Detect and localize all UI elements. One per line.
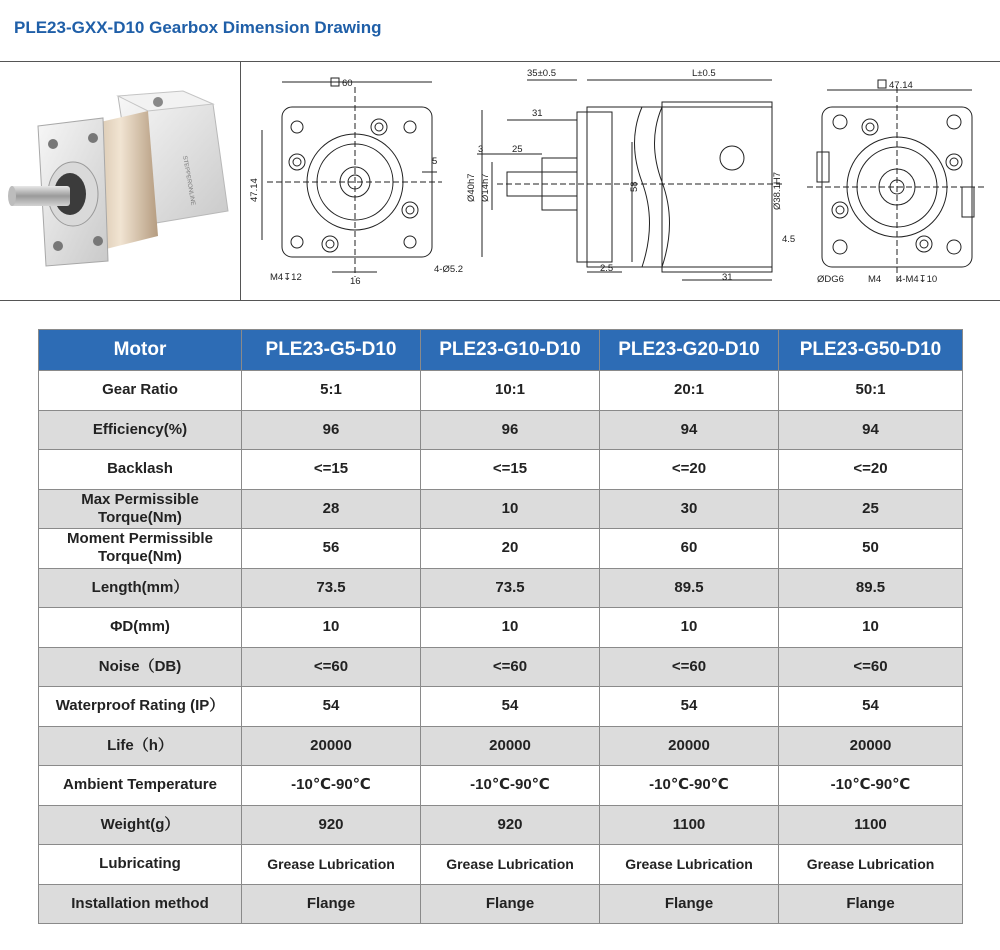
cell-value: 28	[242, 489, 421, 529]
row-label: Weight(g）	[39, 805, 242, 845]
table-row	[39, 568, 963, 608]
table-row	[39, 884, 963, 924]
table-row	[39, 805, 963, 845]
cell-value: 50:1	[779, 371, 963, 411]
cell-value: 94	[779, 410, 963, 450]
cell-value: <=60	[421, 647, 600, 687]
cell-value: Grease Lubrication	[600, 845, 779, 885]
front-tap-label: M4↧12	[270, 272, 302, 283]
side-dim-25: 25	[512, 144, 523, 155]
side-view	[477, 80, 782, 280]
rear-view	[807, 87, 987, 282]
cell-value: 10:1	[421, 371, 600, 411]
cell-value: 1100	[779, 805, 963, 845]
cell-value: 54	[779, 687, 963, 727]
front-holes-label: 4-Ø5.2	[434, 264, 464, 275]
cell-value: 50	[779, 529, 963, 569]
figure-divider	[240, 61, 241, 301]
row-label: Efficiency(%)	[39, 410, 242, 450]
row-label: Ambient Temperature	[39, 766, 242, 806]
cell-value: Grease Lubrication	[242, 845, 421, 885]
cell-value: -10℃-90℃	[242, 766, 421, 806]
rear-dg-label: ØDG6	[817, 274, 844, 285]
row-label: Max Permissible Torque(Nm)	[39, 489, 242, 529]
side-dim-2-5: 2.5	[600, 263, 614, 274]
table-row	[39, 371, 963, 411]
table-row	[39, 647, 963, 687]
cell-value: -10℃-90℃	[779, 766, 963, 806]
page-title: PLE23-GXX-D10 Gearbox Dimension Drawing	[14, 18, 382, 37]
table-row	[39, 845, 963, 885]
front-view	[262, 82, 442, 277]
header-model: PLE23-G50-D10	[779, 330, 963, 371]
cell-value: <=60	[242, 647, 421, 687]
cell-value: 920	[421, 805, 600, 845]
cell-value: 10	[779, 608, 963, 648]
cell-value: 20000	[779, 726, 963, 766]
cell-value: Grease Lubrication	[421, 845, 600, 885]
row-label: Length(mm）	[39, 568, 242, 608]
cell-value: 96	[242, 410, 421, 450]
cell-value: Flange	[242, 884, 421, 924]
row-label: Gear Ratio	[39, 371, 242, 411]
cell-value: 920	[242, 805, 421, 845]
side-dim-31: 31	[532, 108, 543, 119]
cell-value: <=15	[421, 450, 600, 490]
photo-label: STEPPERONLINE	[181, 155, 196, 206]
cell-value: 25	[779, 489, 963, 529]
cell-value: 1100	[600, 805, 779, 845]
gearbox-photo	[8, 86, 233, 276]
rear-holes-label: 4-M4↧10	[897, 274, 938, 285]
row-label: Lubricating	[39, 845, 242, 885]
cell-value: -10℃-90℃	[421, 766, 600, 806]
header-motor: Motor	[39, 330, 242, 371]
side-dim-3: 3	[478, 144, 484, 155]
cell-value: 20000	[242, 726, 421, 766]
cell-value: Grease Lubrication	[779, 845, 963, 885]
row-label: Moment Permissible Torque(Nm)	[39, 529, 242, 569]
front-dim-5: 5	[432, 156, 438, 167]
side-shaft-d2: Ø14h7	[480, 173, 491, 202]
cell-value: 30	[600, 489, 779, 529]
cell-value: 10	[600, 608, 779, 648]
cell-value: 56	[242, 529, 421, 569]
cell-value: <=60	[600, 647, 779, 687]
table-header-row	[39, 330, 963, 371]
cell-value: 54	[600, 687, 779, 727]
cell-value: <=15	[242, 450, 421, 490]
cell-value: 60	[600, 529, 779, 569]
side-top-dim-b: L±0.5	[692, 68, 716, 79]
side-dim-31-bottom: 31	[722, 272, 733, 283]
cell-value: <=60	[779, 647, 963, 687]
side-top-dim-a: 35±0.5	[527, 68, 556, 79]
header-model: PLE23-G10-D10	[421, 330, 600, 371]
cell-value: 73.5	[421, 568, 600, 608]
rear-square-label: 47.14	[889, 80, 913, 91]
table-row	[39, 687, 963, 727]
table-row	[39, 410, 963, 450]
header-model: PLE23-G5-D10	[242, 330, 421, 371]
cell-value: 20000	[600, 726, 779, 766]
row-label: Backlash	[39, 450, 242, 490]
table-row	[39, 726, 963, 766]
table-row	[39, 489, 963, 529]
cell-value: Flange	[421, 884, 600, 924]
row-label: Life（h）	[39, 726, 242, 766]
side-body-h: 58	[629, 181, 640, 192]
rear-m4-label: M4	[868, 274, 882, 285]
cell-value: 54	[242, 687, 421, 727]
front-square-label: 60	[342, 78, 353, 89]
cell-value: 20000	[421, 726, 600, 766]
cell-value: <=20	[600, 450, 779, 490]
row-label: Noise（DB)	[39, 647, 242, 687]
row-label: ΦD(mm)	[39, 608, 242, 648]
header-model: PLE23-G20-D10	[600, 330, 779, 371]
cell-value: 5:1	[242, 371, 421, 411]
side-pilot-d: Ø38.1H7	[772, 171, 783, 210]
cell-value: 20:1	[600, 371, 779, 411]
front-height-label: 47.14	[249, 178, 260, 202]
cell-value: 89.5	[779, 568, 963, 608]
table-row	[39, 608, 963, 648]
cell-value: 10	[242, 608, 421, 648]
table-row	[39, 450, 963, 490]
cell-value: 54	[421, 687, 600, 727]
cell-value: 20	[421, 529, 600, 569]
cell-value: Flange	[600, 884, 779, 924]
row-label: Waterproof Rating (IP）	[39, 687, 242, 727]
spec-table	[38, 329, 963, 924]
dimension-drawing	[242, 62, 998, 300]
table-row	[39, 766, 963, 806]
side-dim-4-5: 4.5	[782, 234, 796, 245]
table-row	[39, 529, 963, 569]
side-shaft-d1: Ø40h7	[466, 173, 477, 202]
cell-value: -10℃-90℃	[600, 766, 779, 806]
cell-value: 89.5	[600, 568, 779, 608]
cell-value: 94	[600, 410, 779, 450]
front-dim-16: 16	[350, 276, 361, 287]
cell-value: Flange	[779, 884, 963, 924]
row-label: Installation method	[39, 884, 242, 924]
cell-value: 10	[421, 489, 600, 529]
cell-value: 96	[421, 410, 600, 450]
cell-value: 10	[421, 608, 600, 648]
cell-value: 73.5	[242, 568, 421, 608]
cell-value: <=20	[779, 450, 963, 490]
